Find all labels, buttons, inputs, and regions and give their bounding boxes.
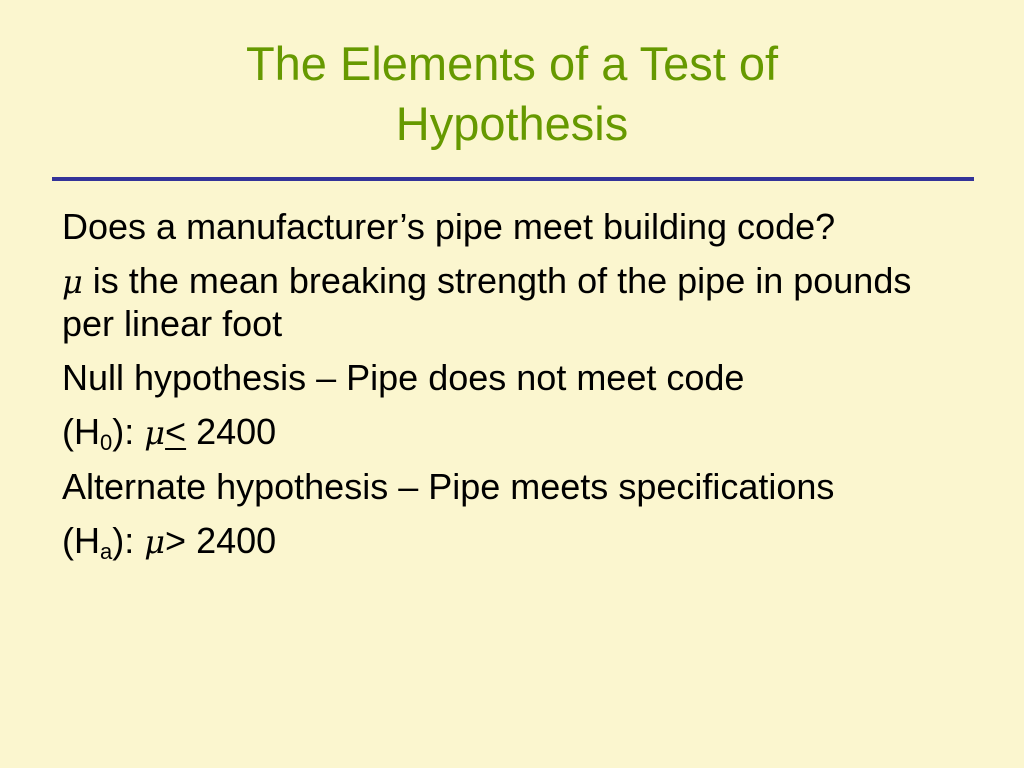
null-hypothesis-formula [62, 411, 962, 454]
slide-title-line-2: Hypothesis [395, 97, 629, 150]
ha-value: 2400 [186, 520, 277, 561]
h0-subscript: 0 [100, 430, 113, 455]
ha-mu-symbol: μ [144, 523, 166, 561]
alternate-hypothesis-formula [62, 520, 962, 563]
h0-open: (H [62, 411, 100, 452]
null-hypothesis-paragraph: Null hypothesis – Pipe does not meet code [62, 357, 745, 398]
title-divider [52, 177, 974, 181]
h0-operator: < [165, 411, 187, 452]
mu-symbol: μ [62, 263, 83, 301]
slide-title-line-1: The Elements of a Test of [245, 37, 779, 90]
mu-definition-text: is the mean breaking strength of the pipe in pounds per linear foot [62, 260, 912, 344]
slide-title [60, 34, 964, 154]
ha-subscript: a [100, 539, 113, 564]
question-paragraph: Does a manufacturer’s pipe meet building code? [62, 206, 836, 247]
ha-operator: > [165, 520, 187, 561]
h0-value: 2400 [186, 411, 277, 452]
slide-body [62, 206, 962, 575]
ha-close: ): [112, 520, 145, 561]
ha-open: (H [62, 520, 100, 561]
h0-close: ): [112, 411, 145, 452]
alternate-hypothesis-paragraph: Alternate hypothesis – Pipe meets specifications [62, 466, 835, 507]
h0-mu-symbol: μ [144, 414, 166, 452]
mu-definition-paragraph [62, 260, 962, 345]
